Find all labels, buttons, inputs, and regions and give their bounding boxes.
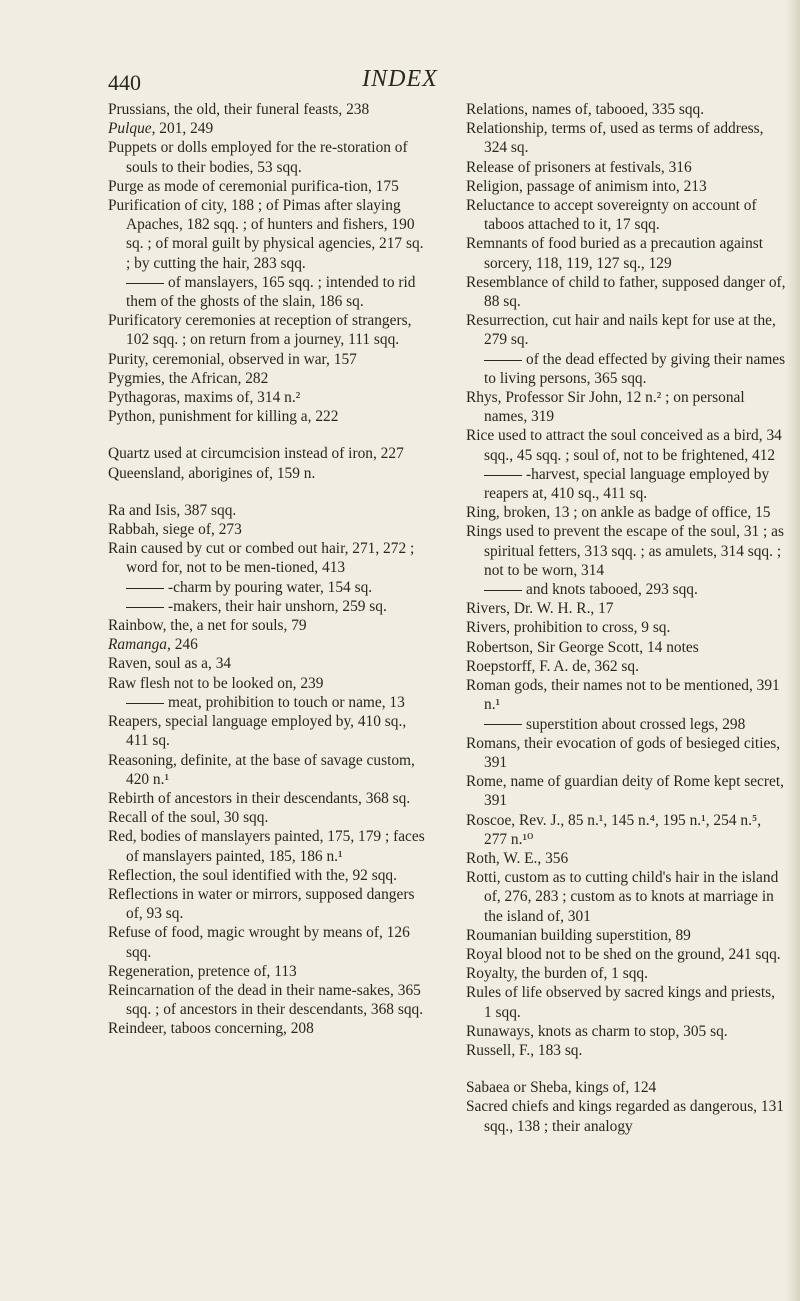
index-subentry [108,693,428,712]
left-column [108,100,428,1039]
entry-text: -harvest, special language employed by reapers at, 410 sq., 411 sq. [484,465,770,503]
index-entry [108,464,428,483]
entry-text: Resemblance of child to father, supposed danger of, 88 sq. [466,273,786,311]
entry-text: Romans, their evocation of gods of besieged cities, 391 [466,734,781,771]
entry-text: Reflection, the soul identified with the, 92 sqq. [108,866,397,884]
index-subentry [108,597,428,616]
entry-text: Roman gods, their names not to be mentioned, 391 n.¹ [466,677,780,714]
entry-text: Reapers, special language employed by, 410 sq., 411 sq. [108,713,407,750]
index-entry [108,923,428,961]
repeat-dash [484,724,522,725]
index-entry [466,638,786,657]
index-entry [466,158,786,177]
index-entry [466,177,786,196]
entry-text: Red, bodies of manslayers painted, 175, 179 ; faces of manslayers painted, 185, 186 n.¹ [108,828,425,865]
entry-text: Purge as mode of ceremonial purifica-tion, 175 [108,177,399,195]
entry-text: of the dead effected by giving their names to living persons, 365 sqq. [484,350,786,387]
repeat-dash [484,590,522,591]
index-entry [108,119,428,138]
index-entry [108,369,428,388]
index-entry [108,962,428,981]
entry-text: Reluctance to accept sovereignty on account of taboos attached to it, 17 sqq. [466,197,757,234]
index-entry [466,196,786,234]
index-entry [108,501,428,520]
repeat-dash [126,283,164,284]
index-entry [108,808,428,827]
entry-text: Purificatory ceremonies at reception of strangers, 102 sqq. ; on return from a journey, 111 sqq. [108,312,412,349]
entry-text: Russell, F., 183 sq. [466,1041,583,1059]
entry-text: Rabbah, siege of, 273 [108,521,242,539]
letter-gap [108,426,428,444]
index-entry [466,734,786,772]
entry-text: Rules of life observed by sacred kings and priests, 1 sqq. [466,984,776,1021]
entry-text: Puppets or dolls employed for the re-storation of souls to their bodies, 53 sqq. [108,139,408,176]
index-entry [108,177,428,196]
index-entry [466,388,786,426]
entry-text: Raven, soul as a, 34 [108,655,232,673]
entry-text: Relations, names of, tabooed, 335 sqq. [466,101,705,118]
right-column [466,100,786,1136]
index-entry [108,635,428,654]
entry-text: Quartz used at circumcision instead of iron, 227 [108,445,404,463]
index-entry [108,407,428,426]
index-entry [108,674,428,693]
entry-text: Sacred chiefs and kings regarded as dangerous, 131 sqq., 138 ; their analogy [466,1098,784,1135]
index-entry [466,676,786,714]
entry-text: Refuse of food, magic wrought by means of, 126 sqq. [108,924,410,961]
page-number: 440 [108,70,141,95]
index-entry [108,827,428,865]
entry-text: Rivers, prohibition to cross, 9 sq. [466,619,671,637]
index-columns [108,100,786,1280]
index-entry [466,1078,786,1097]
entry-text: Pygmies, the African, 282 [108,369,269,387]
index-subentry [108,273,428,311]
entry-text: Queensland, aborigines of, 159 n. [108,464,316,482]
index-entry [108,100,428,119]
index-entry [108,885,428,923]
letter-gap [108,483,428,501]
entry-text: Royal blood not to be shed on the ground, 241 sqq. [466,945,781,963]
entry-text: Pythagoras, maxims of, 314 n.² [108,389,301,407]
entry-text: Purification of city, 188 ; of Pimas after slaying Apaches, 182 sqq. ; of hunters and fishers, 190 sq. ; of moral guilt by physical agencies, 217 sq. ; by cutting the hair, 283 sqq. [108,197,424,272]
page-header [0,40,800,95]
page-edge-shadow [786,0,800,1301]
entry-text: Religion, passage of animism into, 213 [466,177,707,195]
entry-text: Rebirth of ancestors in their descendants, 368 sq. [108,789,411,807]
entry-text: of manslayers, 165 sqq. ; intended to rid them of the ghosts of the slain, 186 sq. [126,273,416,311]
entry-text: Resurrection, cut hair and nails kept for use at the, 279 sq. [466,312,776,349]
entry-text: Rivers, Dr. W. H. R., 17 [466,600,614,618]
entry-text: Ramanga, 246 [108,636,198,654]
entry-text: Rain caused by cut or combed out hair, 271, 272 ; word for, not to be men-tioned, 413 [108,540,415,577]
index-entry [466,234,786,272]
entry-text: Ring, broken, 13 ; on ankle as badge of office, 15 [466,504,771,522]
index-entry [466,983,786,1021]
index-entry [466,119,786,157]
index-entry [466,964,786,983]
repeat-dash [126,703,164,704]
entry-text: meat, prohibition to touch or name, 13 [168,693,405,711]
index-entry [466,522,786,580]
entry-text: Ra and Isis, 387 sqq. [108,501,237,519]
index-subentry [108,578,428,597]
index-entry [466,1097,786,1135]
entry-text: Rings used to prevent the escape of the soul, 31 ; as spiritual fetters, 313 sqq. ; as amulets, 314 sqq. ; not to be worn, 314 [466,523,785,579]
index-entry [466,657,786,676]
index-entry [466,100,786,119]
index-entry [466,1041,786,1060]
entry-text: Purity, ceremonial, observed in war, 157 [108,350,357,368]
entry-text: Reindeer, taboos concerning, 208 [108,1020,314,1038]
index-entry [108,866,428,885]
entry-text: Roth, W. E., 356 [466,849,569,867]
index-entry [466,1022,786,1041]
entry-text: Reflections in water or mirrors, supposed dangers of, 93 sq. [108,885,415,923]
index-entry [108,388,428,407]
entry-text: Roumanian building superstition, 89 [466,926,691,944]
entry-text: Rotti, custom as to cutting child's hair in the island of, 276, 283 ; custom as to knots at marriage in the island of, 301 [466,869,779,925]
entry-text: Recall of the soul, 30 sqq. [108,809,269,827]
index-entry [108,138,428,176]
entry-text: superstition about crossed legs, 298 [526,715,746,733]
entry-text: Release of prisoners at festivals, 316 [466,158,692,176]
entry-text: Rhys, Professor Sir John, 12 n.² ; on personal names, 319 [466,389,745,426]
index-entry [466,868,786,926]
entry-text: Royalty, the burden of, 1 sqq. [466,965,648,983]
index-subentry [466,715,786,734]
index-entry [466,945,786,964]
entry-text: Robertson, Sir George Scott, 14 notes [466,638,699,656]
index-entry [108,981,428,1019]
index-entry [466,273,786,311]
page-title: INDEX [362,66,438,92]
index-entry [108,1019,428,1038]
entry-text: and knots tabooed, 293 sqq. [526,581,698,599]
letter-gap [466,1060,786,1078]
entry-text: Regeneration, pretence of, 113 [108,962,297,980]
entry-text: Runaways, knots as charm to stop, 305 sq. [466,1022,728,1040]
entry-text: Sabaea or Sheba, kings of, 124 [466,1079,657,1097]
repeat-dash [484,475,522,476]
entry-text: -charm by pouring water, 154 sq. [168,578,373,596]
entry-text: Reasoning, definite, at the base of savage custom, 420 n.¹ [108,751,415,788]
index-entry [466,926,786,945]
index-subentry [466,350,786,388]
entry-text: Raw flesh not to be looked on, 239 [108,674,324,692]
index-subentry [466,465,786,503]
index-entry [466,426,786,464]
index-entry [108,520,428,539]
index-entry [108,350,428,369]
index-entry [108,616,428,635]
entry-text: Python, punishment for killing a, 222 [108,408,339,426]
index-entry [466,811,786,849]
index-entry [108,311,428,349]
index-entry [108,789,428,808]
index-entry [108,196,428,273]
index-entry [108,751,428,789]
entry-text: Relationship, terms of, used as terms of address, 324 sq. [466,120,764,157]
entry-text: Rome, name of guardian deity of Rome kept secret, 391 [466,773,784,810]
entry-text: -makers, their hair unshorn, 259 sq. [168,597,387,615]
entry-text: Remnants of food buried as a precaution against sorcery, 118, 119, 127 sq., 129 [466,235,764,272]
entry-text: Pulque, 201, 249 [108,120,214,138]
index-entry [466,772,786,810]
index-subentry [466,580,786,599]
index-entry [466,849,786,868]
index-entry [466,503,786,522]
index-entry [108,444,428,463]
repeat-dash [484,360,522,361]
index-entry [466,311,786,349]
index-entry [108,539,428,577]
entry-text: Rice used to attract the soul conceived as a bird, 34 sqq., 45 sqq. ; soul of, not to be frightened, 412 [466,427,782,464]
index-entry [466,599,786,618]
entry-text: Prussians, the old, their funeral feasts, 238 [108,101,370,118]
entry-text: Rainbow, the, a net for souls, 79 [108,617,307,635]
entry-text: Roscoe, Rev. J., 85 n.¹, 145 n.⁴, 195 n.¹, 254 n.⁵, 277 n.¹⁰ [466,811,762,848]
index-entry [108,712,428,750]
repeat-dash [126,607,164,608]
index-entry [466,618,786,637]
entry-text: Roepstorff, F. A. de, 362 sq. [466,657,639,675]
repeat-dash [126,588,164,589]
index-entry [108,654,428,673]
entry-text: Reincarnation of the dead in their name-sakes, 365 sqq. ; of ancestors in their descendants, 368 sqq. [108,981,424,1019]
